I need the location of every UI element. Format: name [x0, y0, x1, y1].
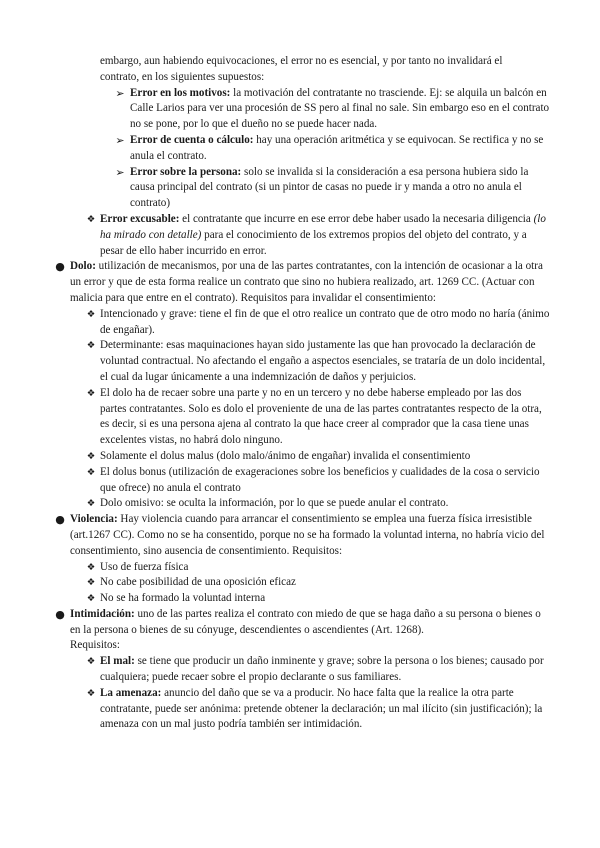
- term-error-excusable: Error excusable:: [100, 212, 180, 225]
- list-item-dolus-bonus: [50, 465, 550, 497]
- text-error-excusable-a: el contratante que incurre en ese error debe haber usado la necesaria diligencia: [179, 212, 534, 225]
- term-dolo: Dolo:: [70, 260, 96, 273]
- text-dolo-omisivo: Dolo omisivo: se oculta la información, por lo que se puede anular el contrato.: [100, 497, 449, 510]
- list-item-intimidacion: [50, 607, 550, 654]
- list-item-la-amenaza: [50, 686, 550, 733]
- text-violencia: Hay violencia cuando para arrancar el consentimiento se emplea una fuerza física irresistible (art.1267 CC). Como no se ha consentido, porque no se ha formado la voluntad interna, no habría vicio del consentimiento, sino ausencia de consentimiento. Requisitos:: [70, 513, 545, 557]
- text-violencia-voluntad: No se ha formado la voluntad interna: [100, 592, 266, 605]
- text-error-persona: solo se invalida si la consideración a esa persona hubiera sido la causa principal del contrato (si un pintor de casas no puede ir y manda a otro no anula el contrato): [130, 165, 529, 210]
- list-item-error-persona: [50, 165, 550, 212]
- diamond-bullet-icon: ❖: [86, 450, 96, 462]
- arrow-bullet-icon: ➢: [115, 86, 125, 100]
- list-item-dolo-omisivo: [50, 496, 550, 512]
- text-violencia-fuerza: Uso de fuerza física: [100, 560, 189, 573]
- list-item-error-motivos: [50, 86, 550, 133]
- arrow-bullet-icon: ➢: [115, 165, 125, 179]
- text-error-cuenta: hay una operación aritmética y se equivocan. Se rectifica y no se anula el contrato.: [130, 133, 544, 162]
- list-item-dolo-determinante: [50, 338, 550, 385]
- intro-line-2: contrato, en los siguientes supuestos:: [100, 70, 265, 83]
- text-violencia-oposicion: No cabe posibilidad de una oposición eficaz: [100, 576, 296, 589]
- term-el-mal: El mal:: [100, 655, 135, 668]
- text-dolo-una-parte: El dolo ha de recaer sobre una parte y no en un tercero y no debe haberse empleado por las dos partes contratantes. Solo es dolo el proveniente de una de las partes contratantes respecto de la otra, es decir, si es una persona ajena al contrato la que hace creer al comprador que la casa tiene unas excelentes vistas, no habrá dolo ninguno.: [100, 386, 542, 447]
- text-dolo: utilización de mecanismos, por una de las partes contratantes, con la intención de ocasionar a la otra un error y que de esta forma realice un contrato que sino no hubiera realizado, art. 1269 CC. (Actuar con malicia para que entre en el contrato). Requisitos para invalidar el consentimiento:: [70, 260, 543, 304]
- list-item-violencia-fuerza: [50, 560, 550, 576]
- list-item-el-mal: [50, 654, 550, 686]
- round-bullet-icon: ●: [55, 607, 65, 621]
- text-dolo-determinante: Determinante: esas maquinaciones hayan sido justamente las que han provocado la declaración de voluntad contractual. No afectando el engaño a aspectos esenciales, se trataría de un dolo incidental, el cual da lugar únicamente a una indemnización de daños y perjuicios.: [100, 339, 546, 383]
- text-error-motivos: la motivación del contratante no trasciende. Ej: se alquila un balcón en Calle Larios para ver una procesión de SS pero al final no sale. Sin embargo eso en el contrato no se pone, por lo que el dueño no se puede hacer nada.: [130, 86, 550, 131]
- term-error-persona: Error sobre la persona:: [130, 165, 242, 178]
- list-item-violencia: [50, 512, 550, 559]
- list-item-error-cuenta: [50, 133, 550, 165]
- diamond-bullet-icon: ❖: [86, 656, 96, 668]
- list-item-dolo-una-parte: [50, 386, 550, 449]
- diamond-bullet-icon: ❖: [86, 577, 96, 589]
- list-item-error-excusable: [50, 212, 550, 259]
- text-intimidacion: uno de las partes realiza el contrato con miedo de que se haga daño a su persona o bienes o en la persona o bienes de su cónyuge, descendientes o ascendientes (Art. 1268).: [70, 607, 541, 636]
- list-item-violencia-oposicion: [50, 575, 550, 591]
- term-intimidacion: Intimidación:: [70, 607, 135, 620]
- round-bullet-icon: ●: [55, 513, 65, 527]
- text-intimidacion-requisitos: Requisitos:: [70, 639, 120, 652]
- text-dolus-malus: Solamente el dolus malus (dolo malo/ánimo de engañar) invalida el consentimiento: [100, 449, 471, 462]
- list-item-dolo-intencionado: [50, 307, 550, 339]
- intro-line-1: embargo, aun habiendo equivocaciones, el error no es esencial, y por tanto no invalidará el: [100, 55, 503, 67]
- diamond-bullet-icon: ❖: [86, 340, 96, 352]
- diamond-bullet-icon: ❖: [86, 498, 96, 510]
- diamond-bullet-icon: ❖: [86, 687, 96, 699]
- list-item-dolus-malus: [50, 449, 550, 465]
- diamond-bullet-icon: ❖: [86, 387, 96, 399]
- diamond-bullet-icon: ❖: [86, 466, 96, 478]
- term-violencia: Violencia:: [70, 513, 118, 526]
- diamond-bullet-icon: ❖: [86, 213, 96, 225]
- text-error-excusable-b: para el conocimiento de los extremos propios del objeto del contrato, y a pesar de ello haber incurrido en error.: [100, 228, 527, 257]
- intro-paragraph: [50, 54, 550, 86]
- term-error-motivos: Error en los motivos:: [130, 86, 231, 99]
- diamond-bullet-icon: ❖: [86, 308, 96, 320]
- text-dolus-bonus: El dolus bonus (utilización de exageraciones sobre los beneficios y cualidades de la cosa o servicio que ofrece) no anula el contrato: [100, 465, 540, 494]
- text-dolo-intencionado: Intencionado y grave: tiene el fin de que el otro realice un contrato que de otro modo no haría (ánimo de engañar).: [100, 307, 550, 336]
- text-el-mal: se tiene que producir un daño inminente y grave; sobre la persona o los bienes; causado por cualquiera; puede recaer sobre el propio declarante o sus familiares.: [100, 655, 544, 684]
- list-item-violencia-voluntad: [50, 591, 550, 607]
- diamond-bullet-icon: ❖: [86, 593, 96, 605]
- term-error-cuenta: Error de cuenta o cálculo:: [130, 133, 254, 146]
- diamond-bullet-icon: ❖: [86, 561, 96, 573]
- text-la-amenaza: anuncio del daño que se va a producir. No hace falta que la realice la otra parte contratante, puede ser anónima: pretende obtener la declaración; un mal ilícito (sin justificación); la amenaza con un mal justo podría también ser intimidación.: [100, 686, 543, 731]
- round-bullet-icon: ●: [55, 260, 65, 274]
- text-error-excusable-italic: (lo ha mirado con detalle): [100, 212, 546, 241]
- list-item-dolo: [50, 259, 550, 306]
- document-body: [50, 54, 550, 733]
- term-la-amenaza: La amenaza:: [100, 686, 162, 699]
- arrow-bullet-icon: ➢: [115, 133, 125, 147]
